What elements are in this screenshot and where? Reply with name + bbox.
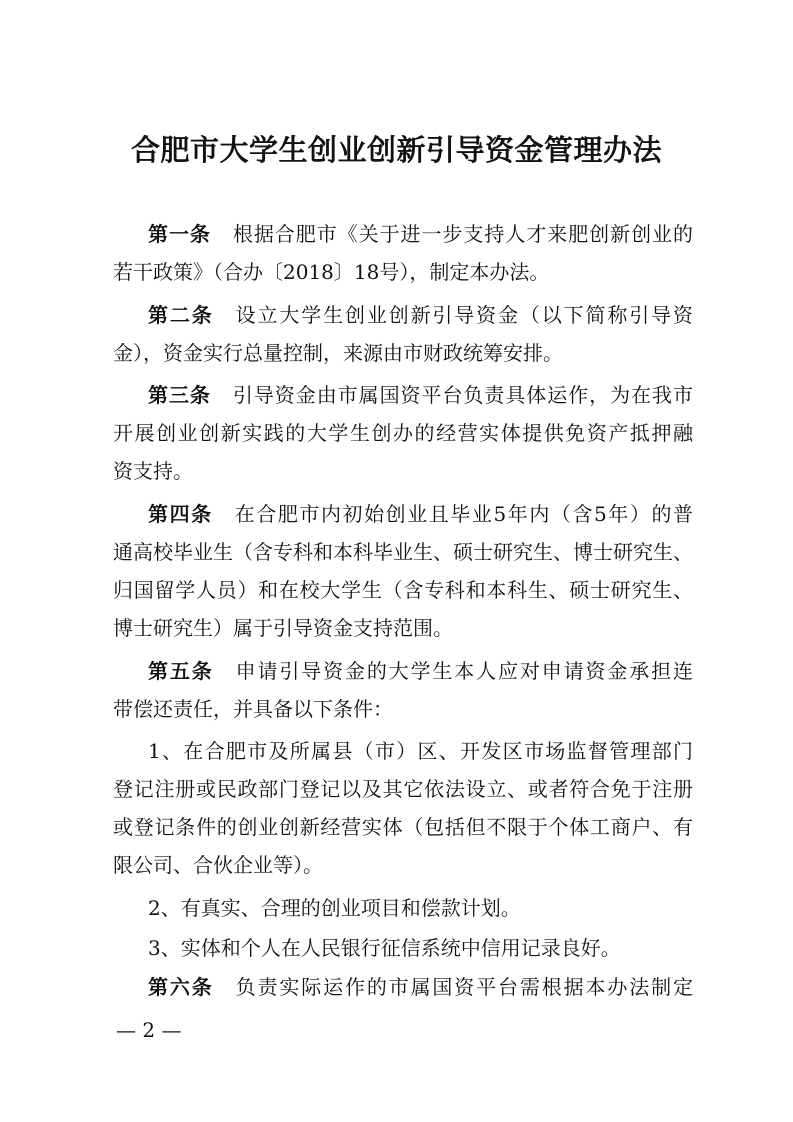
article-4-text-line-4: 博士研究生）属于引导资金支持范围。 [113,616,453,640]
article-6-first-line [113,975,693,999]
condition-1-line-1: 1、在合肥市及所属县（市）区、开发区市场监督管理部门 [148,739,693,763]
condition-3-line-1: 3、实体和个人在人民银行征信系统中信用记录良好。 [148,936,621,960]
article-4-text-line-3: 归国留学人员）和在校大学生（含专科和本科生、硕士研究生、 [113,578,693,602]
page-title: 合肥市大学生创业创新引导资金管理办法 [130,133,662,167]
page-number: — 2 — [116,1018,182,1042]
article-6-text-line-1: 负责实际运作的市属国资平台需根据本办法制定 [235,975,693,999]
article-6-label: 第六条 [148,975,214,999]
article-5-text-line-2: 带偿还责任，并具备以下条件： [113,697,393,721]
article-2-label: 第二条 [148,303,214,327]
condition-2-line-1: 2、有真实、合理的创业项目和偿款计划。 [148,896,521,920]
condition-1-line-4: 限公司、合伙企业等）。 [113,853,323,877]
article-1-text-line-1: 根据合肥市《关于进一步支持人才来肥创新创业的 [232,222,693,246]
article-5-first-line [113,659,693,683]
article-2-text-line-2: 金），资金实行总量控制，来源由市财政统筹安排。 [113,341,563,365]
article-3-text-line-1: 引导资金由市属国资平台负责具体运作，为在我市 [232,383,693,407]
article-2-text-line-1: 设立大学生创业创新引导资金（以下简称引导资 [235,303,693,327]
article-1-text-line-2: 若干政策》（合办〔2018〕18号），制定本办法。 [113,260,550,284]
article-3-text-line-2: 开展创业创新实践的大学生创办的经营实体提供免资产抵押融 [113,421,693,445]
article-2-first-line [113,303,693,327]
article-3-first-line [113,383,693,407]
article-4-text-line-1: 在合肥市内初始创业且毕业5年内（含5年）的普 [234,502,693,526]
article-5-text-line-1: 申请引导资金的大学生本人应对申请资金承担连 [235,659,693,683]
article-4-label: 第四条 [148,502,213,526]
condition-1-line-2: 登记注册或民政部门登记以及其它依法设立、或者符合免于注册 [113,777,693,801]
article-1-label: 第一条 [148,222,211,246]
article-3-text-line-3: 资支持。 [113,459,193,483]
article-4-first-line [113,502,693,526]
article-4-text-line-2: 通高校毕业生（含专科和本科毕业生、硕士研究生、博士研究生、 [113,540,693,564]
condition-1-line-3: 或登记条件的创业创新经营实体（包括但不限于个体工商户、有 [113,815,693,839]
article-5-label: 第五条 [148,659,214,683]
article-1-first-line [113,222,693,246]
article-3-label: 第三条 [148,383,211,407]
